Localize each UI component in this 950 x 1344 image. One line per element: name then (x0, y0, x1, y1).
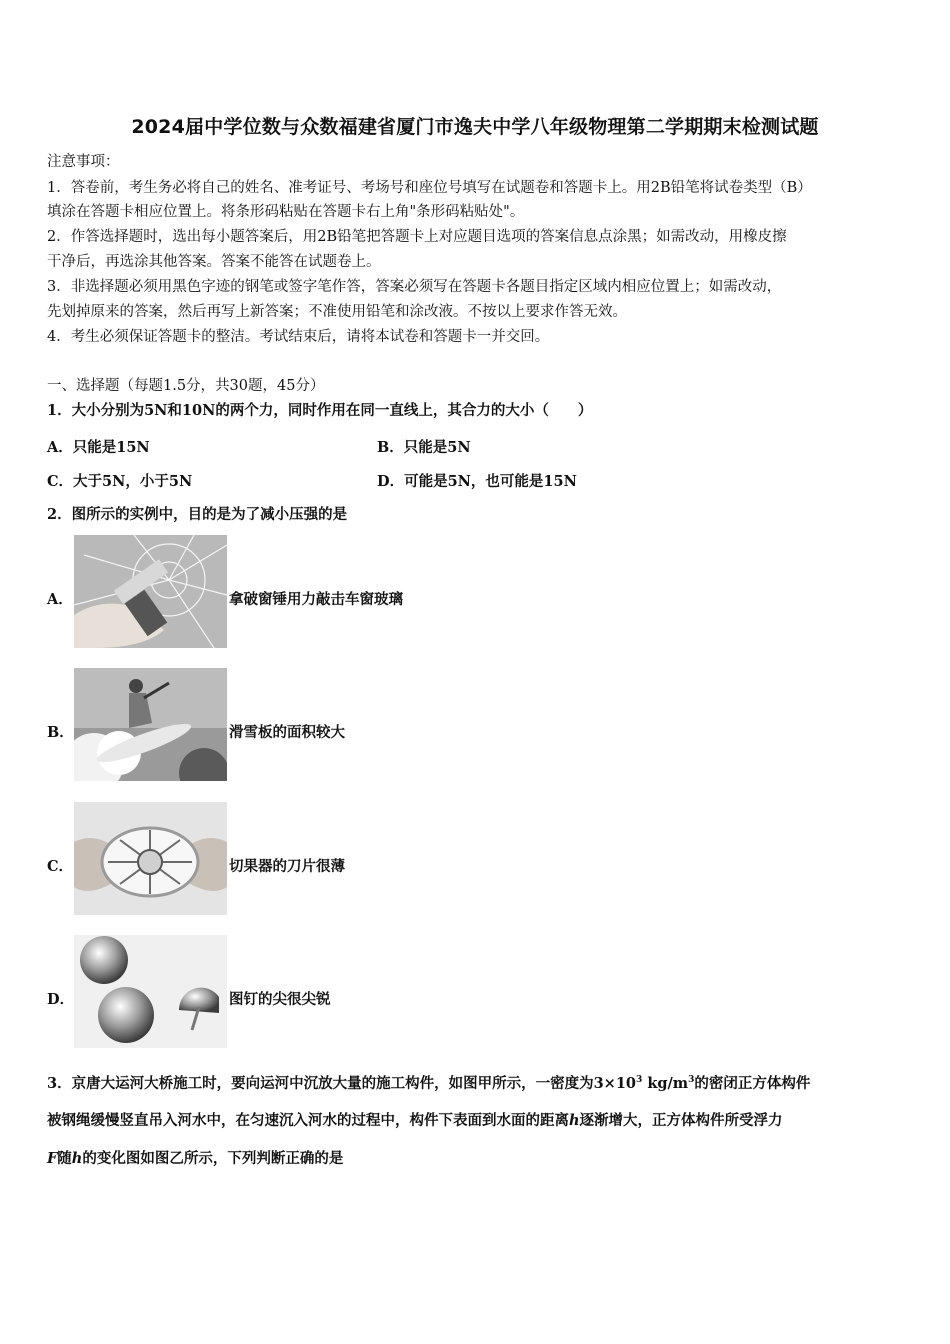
q3-line-2 (47, 1109, 783, 1130)
q1-stem: 1．大小分别为5N和10N的两个力，同时作用在同一直线上，其合力的大小（ ） (47, 402, 593, 419)
q3-density-exponent: 3 (636, 1075, 643, 1086)
q2-option-d-caption: 图钉的尖很尖锐 (229, 991, 331, 1008)
q2-option-c-caption: 切果器的刀片很薄 (229, 858, 345, 875)
notice-line-1: 1．答卷前，考生务必将自己的姓名、准考证号、考场号和座位号填写在试题卷和答题卡上。用2B铅笔将试卷类型（B） (47, 180, 812, 196)
q1-option-b: B．只能是5N (377, 439, 471, 456)
q3-line-2-start: 被钢绳缓慢竖直吊入河水中，在匀速沉入河水的过程中，构件下表面到水面的距离 (47, 1112, 569, 1129)
q1-option-a: A．只能是15N (47, 439, 150, 456)
notice-line-2: 填涂在答题卡相应位置上。将条形码粘贴在答题卡右上角"条形码粘贴处"。 (47, 204, 525, 220)
q3-var-f: F (47, 1150, 58, 1167)
q3-line-3-start: 随 (57, 1150, 72, 1167)
q3-density-unit: kg/m (642, 1075, 689, 1092)
q2-option-b-letter: B． (47, 724, 74, 741)
q2-option-a-letter: A． (47, 591, 73, 608)
q3-unit-exponent: 3 (688, 1075, 695, 1086)
q1-option-c: C．大于5N，小于5N (47, 473, 193, 490)
notice-line-3: 2．作答选择题时，选出每小题答案后，用2B铅笔把答题卡上对应题目选项的答案信息点涂黑；如需改动，用橡皮擦 (47, 229, 787, 245)
q3-density-value: 3×10 (593, 1075, 637, 1092)
q3-line-3 (47, 1147, 343, 1168)
notice-heading: 注意事项： (47, 154, 120, 170)
hammer-glass-photo (74, 535, 227, 648)
q3-line-3-end: 的变化图如图乙所示，下列判断正确的是 (82, 1150, 344, 1167)
q3-line-2-end: 逐渐增大，正方体构件所受浮力 (579, 1112, 783, 1129)
q3-line-1 (47, 1072, 810, 1093)
exam-title: 2024届中学位数与众数福建省厦门市逸夫中学八年级物理第二学期期末检测试题 (131, 116, 819, 138)
notice-line-4: 干净后，再选涂其他答案。答案不能答在试题卷上。 (47, 254, 381, 270)
q3-line-1-end: 的密闭正方体构件 (694, 1075, 811, 1092)
section-heading: 一、选择题（每题1.5分，共30题，45分） (47, 378, 325, 394)
notice-line-5: 3．非选择题必须用黑色字迹的钢笔或签字笔作答，答案必须写在答题卡各题目指定区域内相应位置上；如需改动， (47, 279, 782, 295)
q1-option-d: D．可能是5N，也可能是15N (377, 473, 577, 490)
skier-photo (74, 668, 227, 781)
q2-option-c-letter: C． (47, 858, 74, 875)
q3-line-1-start: 3．京唐大运河大桥施工时，要向运河中沉放大量的施工构件，如图甲所示，一密度为 (47, 1075, 594, 1092)
q2-stem: 2．图所示的实例中，目的是为了减小压强的是 (47, 506, 348, 523)
q2-option-b-caption: 滑雪板的面积较大 (229, 724, 345, 741)
notice-line-6: 先划掉原来的答案，然后再写上新答案；不准使用铅笔和涂改液。不按以上要求作答无效。 (47, 304, 627, 320)
thumbtack-photo (74, 935, 227, 1048)
q2-option-d-letter: D． (47, 991, 75, 1008)
q3-var-h: h (569, 1112, 580, 1129)
q3-var-h-2: h (71, 1150, 83, 1167)
notice-line-7: 4．考生必须保证答题卡的整洁。考试结束后，请将本试卷和答题卡一并交回。 (47, 329, 550, 345)
fruit-cutter-photo (74, 802, 227, 915)
q2-option-a-caption: 拿破窗锤用力敲击车窗玻璃 (229, 591, 403, 608)
